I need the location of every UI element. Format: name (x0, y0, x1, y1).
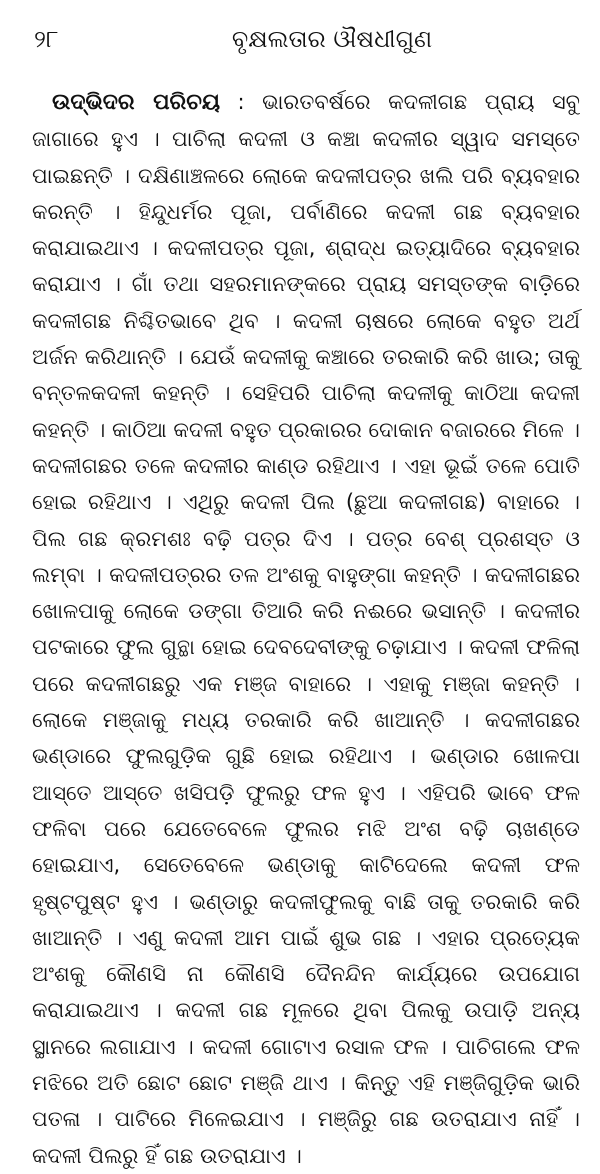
section-heading: ଉଦ୍ଭିଦର ପରିଚୟ (52, 90, 221, 115)
body-paragraph (32, 84, 580, 1174)
heading-separator: : (220, 90, 263, 114)
running-title: ବୃକ୍ଷଲତାର ଔଷଧୀଗୁଣ (231, 25, 433, 53)
paragraph-text: ଭାରତବର୍ଷରେ କଦଳୀଗଛ ପ୍ରାୟ ସବୁ ଜାଗାରେ ହୁଏ । ପାଚିଲା କଦଳୀ ଓ କଞ୍ଚା କଦଳୀର ସ୍ୱାଦ ସମସ୍ତେ ପାଇଛନ୍ତି । ଦକ୍ଷିଣାଞ୍ଚଳରେ ଲୋକେ କଦଳୀପତ୍ର ଖଲି ପରି ବ୍ୟବହାର କରନ୍ତି । ହିନ୍ଦୁଧର୍ମର ପୂଜା, ପର୍ବାଣିରେ କଦଳୀ ଗଛ ବ୍ୟବହାର କରାଯାଇଥାଏ । କଦଳୀପତ୍ର ପୂଜା, ଶ୍ରାଦ୍ଧ ଇତ୍ୟାଦିରେ ବ୍ୟବହାର କରାଯାଏ । ଗାଁ ତଥା ସହରମାନଙ୍କରେ ପ୍ରାୟ ସମସ୍ତଙ୍କ ବାଡ଼ିରେ କଦଳୀଗଛ ନିଶ୍ଚିତଭାବେ ଥିବ । କଦଳୀ ଚାଷରେ ଲୋକେ ବହୁତ ଅର୍ଥ ଅର୍ଜନ କରିଥାନ୍ତି । ଯେଉଁ କଦଳୀକୁ କଞ୍ଚାରେ ତରକାରି କରି ଖାଉ; ତାକୁ ବନ୍ତଳକଦଳୀ କହନ୍ତି । ସେହିପରି ପାଚିଲା କଦଳୀକୁ କାଠିଆ କଦଳୀ କହନ୍ତି । କାଠିଆ କଦଳୀ ବହୁତ ପ୍ରକାରର ଦୋକାନ ବଜାରରେ ମିଳେ । କଦଳୀଗଛର ତଳେ କଦଳୀର କାଣ୍ଡ ରହିଥାଏ । ଏହା ଭୂଇଁ ତଳେ ପୋତି ହୋଇ ରହିଥାଏ । ଏଥିରୁ କଦଳୀ ପିଲ (ଛୁଆ କଦଳୀଗଛ) ବାହାରେ । ପିଲ ଗଛ କ୍ରମଶଃ ବଢ଼ି ପତ୍ର ଦିଏ । ପତ୍ର ବେଶ୍ ପ୍ରଶସ୍ତ ଓ ଲମ୍ବା । କଦଳୀପତ୍ରର ତଳ ଅଂଶକୁ ବାହୁଙ୍ଗା କହନ୍ତି । କଦଳୀଗଛର ଖୋଳପାକୁ ଲୋକେ ଡଙ୍ଗା ତିଆରି କରି ନଈରେ ଭସାନ୍ତି । କଦଳୀର ପଟକାରେ ଫୁଲ ଗୁନ୍ଥା ହୋଇ ଦେବଦେବୀଙ୍କୁ ଚଢ଼ାଯାଏ । କଦଳୀ ଫଳିଲା ପରେ କଦଳୀଗଛରୁ ଏକ ମଞ୍ଜ ବାହାରେ । ଏହାକୁ ମଞ୍ଜା କହନ୍ତି । ଲୋକେ ମଞ୍ଜାକୁ ମଧ୍ୟ ତରକାରି କରି ଖାଆନ୍ତି । କଦଳୀଗଛର ଭଣ୍ଡାରେ ଫୁଲଗୁଡ଼ିକ ଗୁଛି ହୋଇ ରହିଥାଏ । ଭଣ୍ଡାର ଖୋଳପା ଆସ୍ତେ ଆସ୍ତେ ଖସିପଡ଼ି ଫୁଲରୁ ଫଳ ହୁଏ । ଏହିପରି ଭାବେ ଫଳ ଫଳିବା ପରେ ଯେତେବେଳେ ଫୁଲର ମଝି ଅଂଶ ବଢ଼ି ଚାଖଣ୍ଡେ ହୋଇଯାଏ, ସେତେବେଳେ ଭଣ୍ଡାକୁ କାଟିଦେଲେ କଦଳୀ ଫଳ ହୃଷ୍ଟପୁଷ୍ଟ ହୁଏ । ଭଣ୍ଡାରୁ କଦଳୀଫୁଲକୁ ବାଛି ତାକୁ ତରକାରି କରି ଖାଆନ୍ତି । ଏଣୁ କଦଳୀ ଆମ ପାଇଁ ଶୁଭ ଗଛ । ଏହାର ପ୍ରତ୍ୟେକ ଅଂଶକୁ କୌଣସି ନା କୌଣସି ଦୈନନ୍ଦିନ କାର୍ଯ୍ୟରେ ଉପଯୋଗ କରାଯାଇଥାଏ । କଦଳୀ ଗଛ ମୂଳରେ ଥିବା ପିଲକୁ ଉପାଡ଼ି ଅନ୍ୟ ସ୍ଥାନରେ ଲଗାଯାଏ । କଦଳୀ ଗୋଟାଏ ରସାଳ ଫଳ । ପାଚିଗଲେ ଫଳ ମଝିରେ ଅତି ଛୋଟ ଛୋଟ ମଞ୍ଜି ଥାଏ । କିନ୍ତୁ ଏହି ମଞ୍ଜିଗୁଡ଼ିକ ଭାରି ପତଳା । ପାଟିରେ ମିଳେଇଯାଏ । ମଞ୍ଜିରୁ ଗଛ ଉତରାଯାଏ ନାହିଁ । କଦଳୀ ପିଲରୁ ହିଁ ଗଛ ଉତରାଯାଏ । (32, 90, 580, 1168)
page-header (32, 22, 578, 62)
page-number: ୨୮ (34, 25, 59, 53)
